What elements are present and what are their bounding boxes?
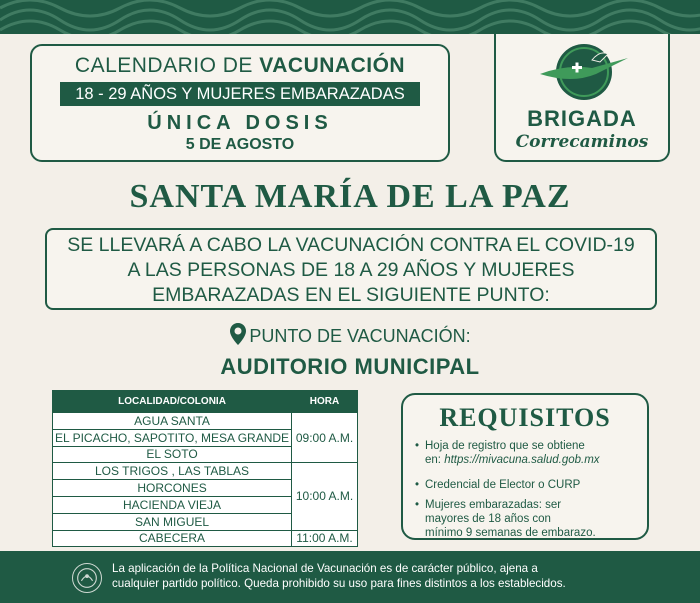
location-cell: HACIENDA VIEJA — [53, 496, 292, 513]
bullet-icon: • — [415, 499, 420, 511]
disclaimer-line-2: cualquier partido político. Queda prohibido su uso para fines distintos a los establecidos. — [112, 577, 566, 590]
hour-cell: 10:00 A.M. — [292, 463, 358, 530]
roadrunner-logo-icon — [536, 40, 632, 104]
requirement-text: mayores de 18 años con — [425, 513, 551, 525]
calendar-title-light: CALENDARIO DE — [74, 54, 253, 77]
bullet-icon: • — [415, 479, 420, 491]
footer-disclaimer — [0, 551, 700, 603]
vaccination-point — [0, 322, 700, 347]
location-pin-icon — [229, 322, 247, 346]
town-title: SANTA MARÍA DE LA PAZ — [129, 178, 571, 215]
announcement-box — [45, 228, 657, 310]
requirement-item-pregnant — [415, 498, 645, 540]
bullet-icon: • — [415, 440, 420, 452]
requirement-text: mínimo 9 semanas de embarazo. — [425, 527, 596, 539]
column-header-location: LOCALIDAD/COLONIA — [53, 391, 292, 413]
brigade-card — [494, 34, 670, 162]
requirement-text: Hoja de registro que se obtiene — [425, 440, 585, 452]
calendar-card — [30, 44, 450, 162]
hour-cell: 09:00 A.M. — [292, 413, 358, 463]
vaccination-point-label: PUNTO DE VACUNACIÓN: — [249, 326, 471, 346]
registration-link[interactable]: https://mivacuna.salud.gob.mx — [444, 454, 600, 466]
table-row — [53, 413, 358, 430]
brigade-subtitle: Correcaminos — [515, 132, 649, 152]
brigade-name: BRIGADA — [527, 106, 637, 131]
requirement-text: Mujeres embarazadas: ser — [425, 499, 562, 511]
requirement-item-id — [415, 478, 645, 492]
venue-name: AUDITORIO MUNICIPAL — [220, 354, 480, 379]
location-cell: SAN MIGUEL — [53, 513, 292, 530]
announcement-line-2: A LAS PERSONAS DE 18 A 29 AÑOS Y MUJERES — [127, 259, 575, 281]
location-cell: EL SOTO — [53, 446, 292, 463]
column-header-hour: HORA — [292, 391, 358, 413]
hour-cell: 11:00 A.M. — [292, 530, 358, 547]
vaccination-date: 5 DE AGOSTO — [185, 136, 295, 153]
table-header-row — [53, 391, 358, 413]
table-row — [53, 463, 358, 480]
requirement-item-registration — [415, 439, 645, 467]
location-cell: AGUA SANTA — [53, 413, 292, 430]
requirement-text: en: — [425, 454, 441, 466]
location-cell: CABECERA — [53, 530, 292, 547]
requirement-text: Credencial de Elector o CURP — [425, 479, 581, 491]
schedule-table — [52, 390, 358, 547]
age-group-bar: 18 - 29 AÑOS Y MUJERES EMBARAZADAS — [60, 82, 420, 106]
ornament-pattern — [0, 0, 700, 34]
disclaimer-text — [112, 561, 566, 591]
location-cell: LOS TRIGOS , LAS TABLAS — [53, 463, 292, 480]
announcement-line-1: SE LLEVARÁ A CABO LA VACUNACIÓN CONTRA EL COVID-19 — [67, 234, 635, 256]
disclaimer-line-1: La aplicación de la Política Nacional de Vacunación es de carácter público, ajena a — [112, 562, 538, 575]
location-cell: HORCONES — [53, 480, 292, 497]
requirements-card — [401, 393, 649, 540]
table-row — [53, 530, 358, 547]
government-seal-icon — [72, 563, 102, 593]
announcement-line-3: EMBARAZADAS EN EL SIGUIENTE PUNTO: — [152, 284, 550, 306]
calendar-title — [32, 54, 448, 78]
calendar-title-bold: VACUNACIÓN — [259, 54, 406, 77]
dose-label: ÚNICA DOSIS — [147, 112, 333, 134]
requirements-title: REQUISITOS — [439, 403, 611, 432]
top-decorative-band — [0, 0, 700, 34]
location-cell: EL PICACHO, SAPOTITO, MESA GRANDE — [53, 429, 292, 446]
